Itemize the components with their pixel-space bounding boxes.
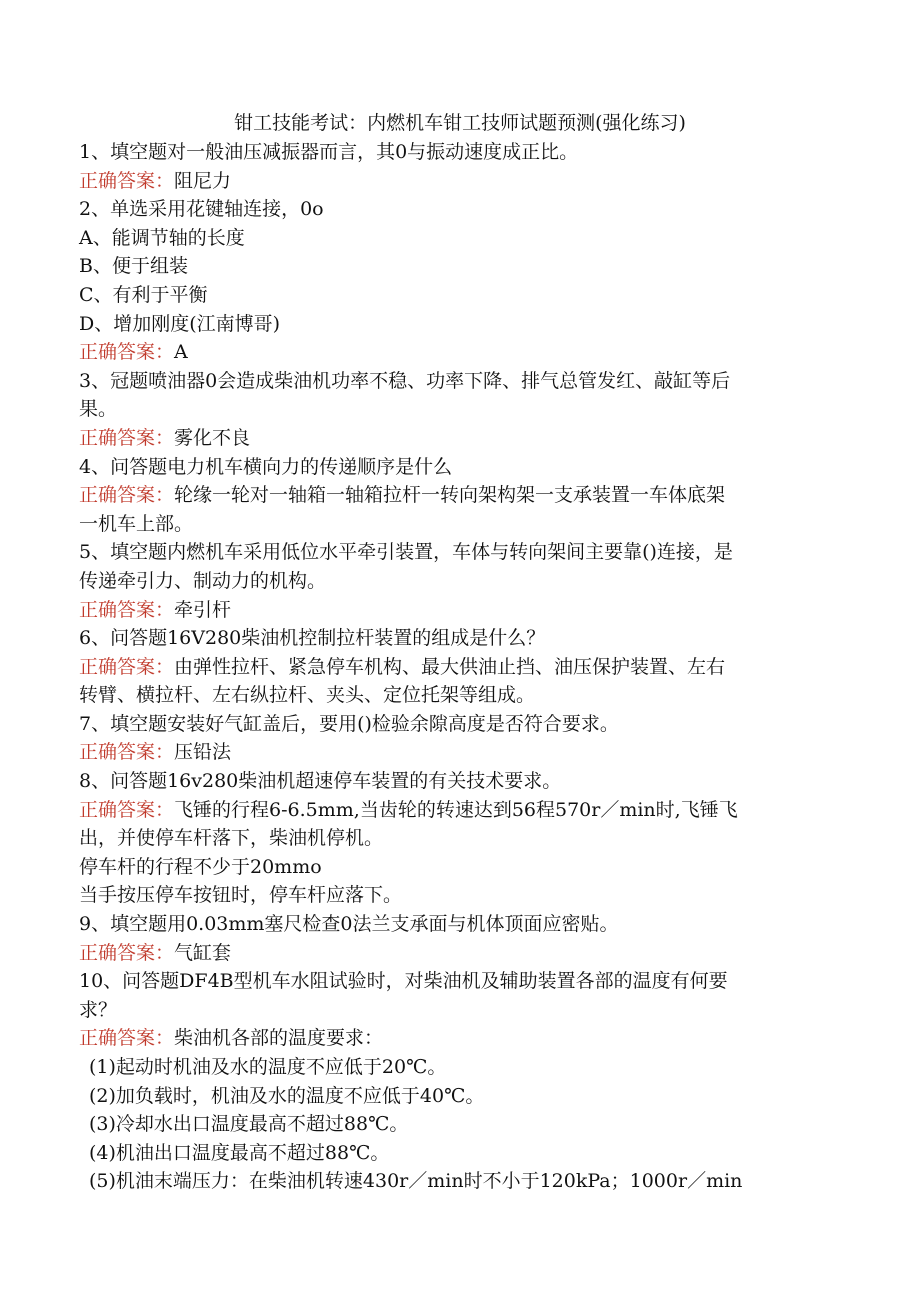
question-line: 1、填空题对一般油压减振器而言，其0与振动速度成正比。 xyxy=(79,141,579,163)
answer-text: 压铅法 xyxy=(174,741,232,764)
answer-line xyxy=(79,424,824,453)
question-line: A、能调节轴的长度 xyxy=(79,226,245,249)
answer-subitem: (2)加负载时，机油及水的温度不应低于40℃。 xyxy=(89,1084,485,1107)
document-title: 钳工技能考试：内燃机车钳工技师试题预测(强化练习) xyxy=(234,112,686,134)
question-line: 出，并使停车杆落下，柴油机停机。 xyxy=(79,827,384,850)
answer-label: 正确答案： xyxy=(79,341,175,364)
question-line: 停车杆的行程不少于20mmo xyxy=(79,855,322,878)
document-body xyxy=(79,138,824,1196)
question-line: C、有利于平衡 xyxy=(79,283,208,306)
question-line: 4、问答题电力机车横向力的传递顺序是什么 xyxy=(79,455,453,478)
answer-text: 轮缘一轮对一轴箱一轴箱拉杆一转向架构架一支承装置一车体底架 xyxy=(174,484,726,507)
answer-line xyxy=(79,1024,824,1053)
question-line: 果。 xyxy=(79,398,118,421)
answer-line xyxy=(79,596,824,625)
question-line: 求？ xyxy=(79,998,118,1021)
answer-line xyxy=(79,738,824,767)
answer-label: 正确答案： xyxy=(79,484,175,507)
answer-line xyxy=(79,939,824,968)
question-line: 3、冠题喷油器0会造成柴油机功率不稳、功率下降、排气总管发红、敲缸等后 xyxy=(79,369,731,392)
answer-label: 正确答案： xyxy=(79,741,175,764)
answer-line xyxy=(79,653,824,682)
answer-text: 柴油机各部的温度要求： xyxy=(174,1027,384,1050)
question-line: 10、问答题DF4B型机车水阻试验时，对柴油机及辅助装置各部的温度有何要 xyxy=(79,970,728,993)
question-line: 7、填空题安装好气缸盖后，要用()检验余隙高度是否符合要求。 xyxy=(79,712,619,735)
question-line: 6、问答题16V280柴油机控制拉杆装置的组成是什么？ xyxy=(79,627,546,650)
answer-subitem: (5)机油末端压力：在柴油机转速430r／min时不小于120kPa；1000r／min xyxy=(89,1170,743,1193)
answer-text: 雾化不良 xyxy=(174,426,251,449)
answer-label: 正确答案： xyxy=(79,598,175,621)
question-line: D、增加刚度(江南博哥) xyxy=(79,312,281,335)
question-line: 9、填空题用0.03mm塞尺检查0法兰支承面与机体顶面应密贴。 xyxy=(79,913,619,936)
answer-label: 正确答案： xyxy=(79,655,175,678)
question-line: 2、单选采用花键轴连接，0o xyxy=(79,198,324,221)
answer-text: A xyxy=(174,341,188,364)
answer-text: 飞锤的行程6-6.5mm,当齿轮的转速达到56程570r／min时,飞锤飞 xyxy=(174,798,738,821)
answer-text: 阻尼力 xyxy=(174,169,232,192)
answer-subitem: (1)起动时机油及水的温度不应低于20℃。 xyxy=(89,1056,447,1078)
question-line: 一机车上部。 xyxy=(79,512,194,535)
question-line: 当手按压停车按钮时，停车杆应落下。 xyxy=(79,884,403,907)
answer-label: 正确答案： xyxy=(79,798,175,821)
question-line: 8、问答题16v280柴油机超速停车装置的有关技术要求。 xyxy=(79,770,562,793)
answer-subitem: (4)机油出口温度最高不超过88℃。 xyxy=(89,1141,390,1164)
question-line: 转臂、横拉杆、左右纵拉杆、夹头、定位托架等组成。 xyxy=(79,684,536,707)
answer-label: 正确答案： xyxy=(79,941,175,964)
answer-label: 正确答案： xyxy=(79,169,175,192)
answer-text: 牵引杆 xyxy=(174,598,232,621)
answer-line xyxy=(79,481,824,510)
question-line: B、便于组装 xyxy=(79,255,188,278)
answer-subitem: (3)冷却水出口温度最高不超过88℃。 xyxy=(89,1113,409,1136)
question-line: 传递牵引力、制动力的机构。 xyxy=(79,569,327,592)
answer-line xyxy=(79,338,824,367)
answer-text: 由弹性拉杆、紧急停车机构、最大供油止挡、油压保护装置、左右 xyxy=(174,655,726,678)
answer-label: 正确答案： xyxy=(79,426,175,449)
answer-line xyxy=(79,167,824,196)
answer-line xyxy=(79,796,824,825)
question-line: 5、填空题内燃机车采用低位水平牵引装置，车体与转向架间主要靠()连接，是 xyxy=(79,541,733,564)
answer-label: 正确答案： xyxy=(79,1027,175,1050)
answer-text: 气缸套 xyxy=(174,941,232,964)
